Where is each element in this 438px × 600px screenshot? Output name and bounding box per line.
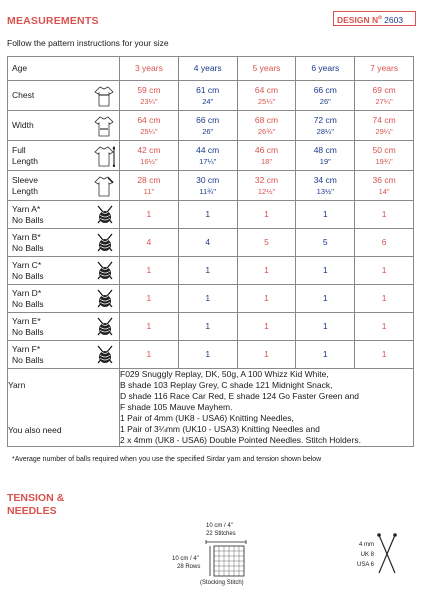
ball-count: 6 xyxy=(381,237,387,247)
label-line: No Balls xyxy=(12,354,44,365)
measurement-label xyxy=(8,171,120,201)
design-number-badge xyxy=(333,11,416,26)
measurement-cell xyxy=(237,141,296,171)
ball-count: 1 xyxy=(322,265,328,275)
label-line: No Balls xyxy=(12,242,44,253)
cm-value: 74 cm xyxy=(372,114,396,125)
ball-count: 1 xyxy=(264,293,269,303)
yarn-ball-icon xyxy=(95,317,115,337)
size-header: 6 years xyxy=(296,57,355,81)
cm-value: 34 cm xyxy=(313,174,337,185)
yarn-info-line: F029 Snuggly Replay, DK, 50g, A 100 Whizz Kid White, xyxy=(120,369,329,379)
yarn-info-labels xyxy=(8,369,120,447)
label-line: Chest xyxy=(12,90,35,100)
label-line: No Balls xyxy=(12,270,44,281)
cm-value: 46 cm xyxy=(254,144,279,155)
label-line: Yarn E* xyxy=(12,315,41,326)
ball-count-cell xyxy=(178,201,237,229)
inch-value: 19" xyxy=(319,156,331,166)
sleeve-garment-icon xyxy=(93,175,115,197)
ball-count-cell xyxy=(296,257,355,285)
cm-value: 64 cm xyxy=(137,114,161,125)
you-also-need-label: You also need xyxy=(8,424,62,435)
ball-count-cell xyxy=(355,313,414,341)
ball-count-cell xyxy=(178,313,237,341)
ball-count: 5 xyxy=(322,237,328,247)
measurement-row xyxy=(8,141,414,171)
yarn-ball-icon xyxy=(95,261,115,281)
measurement-cell xyxy=(178,111,237,141)
ball-count-cell xyxy=(120,229,179,257)
ball-count: 1 xyxy=(381,293,387,303)
cm-value: 50 cm xyxy=(372,144,396,155)
cm-value: 61 cm xyxy=(196,84,220,95)
inch-value: 14" xyxy=(378,186,390,196)
ball-count: 1 xyxy=(381,209,387,219)
inch-value: 29¼" xyxy=(375,126,393,136)
measurement-cell xyxy=(178,171,237,201)
ball-count-cell xyxy=(237,257,296,285)
ball-count: 1 xyxy=(146,321,152,331)
size-header: 7 years xyxy=(355,57,414,81)
cm-value: 48 cm xyxy=(313,144,337,155)
ball-count-cell xyxy=(237,341,296,369)
measurement-cell xyxy=(237,111,296,141)
ball-count: 1 xyxy=(205,209,211,219)
ball-count: 1 xyxy=(146,349,152,359)
ball-count: 1 xyxy=(322,349,328,359)
needle-usa: USA 6 xyxy=(356,562,374,568)
design-number: 2603 xyxy=(384,14,404,25)
yarn-info-row xyxy=(8,369,414,447)
ball-count-cell xyxy=(296,201,355,229)
ball-count-cell xyxy=(120,201,179,229)
inch-value: 26" xyxy=(319,96,331,106)
needle-uk: UK 8 xyxy=(360,552,374,558)
measurement-cell xyxy=(355,141,414,171)
yarn-row xyxy=(8,257,414,285)
ball-count-cell xyxy=(355,341,414,369)
ball-count: 1 xyxy=(205,349,211,359)
ball-count-cell xyxy=(296,229,355,257)
yarn-ball-icon xyxy=(95,233,115,253)
yarn-info-line: B shade 103 Replay Grey, C shade 121 Midnight Snack, xyxy=(120,380,333,390)
cm-value: 66 cm xyxy=(313,84,337,95)
inch-value: 26" xyxy=(202,126,214,136)
length-garment-icon xyxy=(93,145,115,167)
label-line: No Balls xyxy=(12,326,44,337)
inch-value: 18" xyxy=(260,156,272,166)
ball-count-cell xyxy=(296,285,355,313)
inch-value: 24" xyxy=(202,96,214,106)
inch-value: 25¼" xyxy=(140,126,158,136)
cm-value: 68 cm xyxy=(254,114,279,125)
ball-count: 4 xyxy=(205,237,211,247)
inch-value: 25¼" xyxy=(257,96,276,106)
ball-count: 1 xyxy=(205,293,211,303)
inch-value: 13½" xyxy=(316,186,334,196)
yarn-info-line: D shade 116 Race Car Red, E shade 124 Go Faster Green and xyxy=(120,391,359,401)
yarn-info-line: 1 Pair of 4mm (UK8 - USA6) Knitting Needles, xyxy=(120,413,294,423)
measurements-table xyxy=(7,56,414,447)
tension-stitches: 22 Stitches xyxy=(206,531,236,537)
label-line: Sleeve xyxy=(12,174,38,185)
ball-count: 1 xyxy=(146,293,152,303)
label-line: Yarn C* xyxy=(12,259,42,270)
measurement-cell xyxy=(296,171,355,201)
measurement-cell xyxy=(120,111,179,141)
ball-count: 1 xyxy=(264,349,269,359)
cm-value: 36 cm xyxy=(372,174,396,185)
measurement-cell xyxy=(120,81,179,111)
yarn-info-text xyxy=(120,369,414,447)
ball-count: 4 xyxy=(146,237,152,247)
inch-value: 16½" xyxy=(140,156,158,166)
size-header: 4 years xyxy=(178,57,237,81)
tension-top-label: 10 cm / 4" xyxy=(206,523,233,529)
ball-count-cell xyxy=(296,313,355,341)
measurement-cell xyxy=(296,111,355,141)
inch-value: 27¼" xyxy=(375,96,393,106)
age-row xyxy=(8,57,414,81)
size-header: 3 years xyxy=(120,57,179,81)
measurement-cell xyxy=(355,111,414,141)
yarn-label xyxy=(8,201,120,229)
yarn-row xyxy=(8,201,414,229)
label-line: No Balls xyxy=(12,214,44,225)
ball-count: 1 xyxy=(264,265,269,275)
design-label-sup: o xyxy=(378,15,382,21)
tension-title xyxy=(7,492,64,518)
yarn-row xyxy=(8,341,414,369)
ball-count-cell xyxy=(355,229,414,257)
yarn-info-line: 1 Pair of 3¼mm (UK10 - USA3) Knitting Needles and xyxy=(120,424,320,434)
ball-count-cell xyxy=(120,341,179,369)
ball-count-cell xyxy=(237,201,296,229)
ball-count: 1 xyxy=(205,321,211,331)
ball-count-cell xyxy=(355,257,414,285)
width-garment-icon xyxy=(93,115,115,137)
label-line: Yarn D* xyxy=(12,287,42,298)
measurement-label xyxy=(8,81,120,111)
stitch-type: (Stocking Stitch) xyxy=(200,580,244,586)
ball-count-cell xyxy=(120,313,179,341)
age-label: Age xyxy=(8,57,120,81)
measurement-cell xyxy=(178,81,237,111)
measurement-cell xyxy=(120,141,179,171)
cm-value: 72 cm xyxy=(313,114,337,125)
tension-grid-icon xyxy=(204,540,250,580)
yarn-label xyxy=(8,229,120,257)
label-line: Width xyxy=(12,120,34,130)
page-title: MEASUREMENTS xyxy=(7,15,99,27)
tension-side-label: 10 cm / 4" xyxy=(172,556,199,562)
yarn-row xyxy=(8,285,414,313)
yarn-info-line: 2 x 4mm (UK8 - USA6) Double Pointed Needles. Stitch Holders. xyxy=(120,435,361,445)
measurement-cell xyxy=(120,171,179,201)
label-line: Length xyxy=(12,155,38,166)
crossed-needles-icon xyxy=(376,532,398,576)
yarn-ball-icon xyxy=(95,345,115,365)
measurement-row xyxy=(8,171,414,201)
measurement-cell xyxy=(237,81,296,111)
cm-value: 28 cm xyxy=(137,174,161,185)
yarn-label xyxy=(8,285,120,313)
yarn-info-line: F shade 105 Mauve Mayhem. xyxy=(120,402,233,412)
design-label: DESIGN N xyxy=(337,14,379,25)
tension-title-line: TENSION & xyxy=(7,492,65,504)
measurement-cell xyxy=(237,171,296,201)
ball-count-cell xyxy=(120,257,179,285)
cm-value: 59 cm xyxy=(137,84,161,95)
cm-value: 66 cm xyxy=(196,114,220,125)
cm-value: 42 cm xyxy=(137,144,161,155)
ball-count: 1 xyxy=(322,321,328,331)
ball-count-cell xyxy=(296,341,355,369)
subtitle: Follow the pattern instructions for your size xyxy=(7,38,169,48)
ball-count: 1 xyxy=(322,293,328,303)
inch-value: 19¾" xyxy=(375,156,393,166)
measurement-cell xyxy=(296,141,355,171)
ball-count: 1 xyxy=(146,209,152,219)
measurement-cell xyxy=(296,81,355,111)
ball-count: 1 xyxy=(381,349,387,359)
ball-count-cell xyxy=(237,313,296,341)
yarn-label-text: Yarn xyxy=(8,379,26,390)
yarn-row xyxy=(8,229,414,257)
needle-size: 4 mm xyxy=(359,542,374,548)
label-line: Yarn F* xyxy=(12,343,41,354)
yarn-row xyxy=(8,313,414,341)
ball-count-cell xyxy=(355,285,414,313)
cm-value: 64 cm xyxy=(254,84,279,95)
footnote: *Average number of balls required when you use the specified Sirdar yarn and tension shown below xyxy=(12,456,322,463)
ball-count-cell xyxy=(355,201,414,229)
ball-count-cell xyxy=(178,341,237,369)
cm-value: 32 cm xyxy=(254,174,279,185)
cm-value: 44 cm xyxy=(196,144,220,155)
label-line: Yarn B* xyxy=(12,231,41,242)
cm-value: 69 cm xyxy=(372,84,396,95)
inch-value: 28¼" xyxy=(316,126,334,136)
measurement-row xyxy=(8,81,414,111)
measurement-label xyxy=(8,111,120,141)
ball-count-cell xyxy=(178,229,237,257)
label-line: Full xyxy=(12,144,26,155)
ball-count-cell xyxy=(178,285,237,313)
ball-count: 1 xyxy=(381,265,387,275)
label-line: No Balls xyxy=(12,298,44,309)
yarn-ball-icon xyxy=(95,289,115,309)
ball-count: 1 xyxy=(264,209,269,219)
measurement-cell xyxy=(355,81,414,111)
ball-count-cell xyxy=(120,285,179,313)
inch-value: 11" xyxy=(143,186,155,196)
chest-garment-icon xyxy=(93,85,115,107)
ball-count-cell xyxy=(237,285,296,313)
inch-value: 11¾" xyxy=(199,186,217,196)
ball-count-cell xyxy=(178,257,237,285)
ball-count: 5 xyxy=(264,237,269,247)
ball-count: 1 xyxy=(322,209,328,219)
ball-count-cell xyxy=(237,229,296,257)
measurement-label xyxy=(8,141,120,171)
yarn-label xyxy=(8,313,120,341)
cm-value: 30 cm xyxy=(196,174,220,185)
ball-count: 1 xyxy=(205,265,211,275)
ball-count: 1 xyxy=(264,321,269,331)
label-line: Length xyxy=(12,185,38,196)
ball-count: 1 xyxy=(146,265,152,275)
inch-value: 23¼" xyxy=(140,96,158,106)
measurement-row xyxy=(8,111,414,141)
tension-rows: 28 Rows xyxy=(177,564,201,570)
yarn-label xyxy=(8,341,120,369)
inch-value: 12½" xyxy=(257,186,276,196)
measurement-cell xyxy=(178,141,237,171)
inch-value: 26¾" xyxy=(257,126,276,136)
yarn-label xyxy=(8,257,120,285)
ball-count: 1 xyxy=(381,321,387,331)
inch-value: 17¼" xyxy=(199,156,217,166)
label-line: Yarn A* xyxy=(12,203,41,214)
tension-title-line: NEEDLES xyxy=(7,505,57,517)
size-header: 5 years xyxy=(237,57,296,81)
measurement-cell xyxy=(355,171,414,201)
yarn-ball-icon xyxy=(95,205,115,225)
